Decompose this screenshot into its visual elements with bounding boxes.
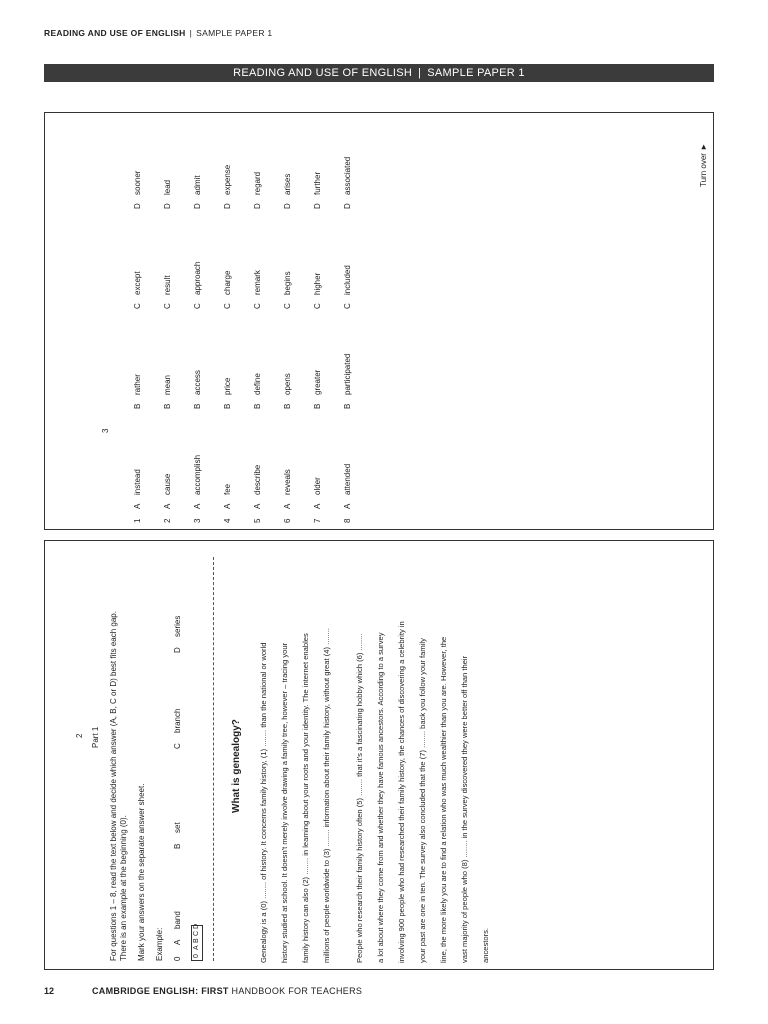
option-text: included xyxy=(343,265,352,295)
answer-box-letter-b: B xyxy=(193,938,200,943)
option-row xyxy=(163,123,175,523)
question-number: 8 xyxy=(343,518,352,523)
option-text: reveals xyxy=(283,469,292,495)
option-row xyxy=(133,123,145,523)
banner-subtitle: SAMPLE PAPER 1 xyxy=(427,67,525,79)
option-text: associated xyxy=(343,156,352,195)
section-banner xyxy=(44,64,714,82)
passage-line: ancestors. xyxy=(481,927,490,963)
footer-title xyxy=(92,986,362,996)
example-letter-a: A xyxy=(173,939,182,945)
option-letter: C xyxy=(163,303,172,309)
instructions-line-2: There is an example at the beginning (0). xyxy=(119,815,128,961)
question-number: 5 xyxy=(253,518,262,523)
example-letter-d: D xyxy=(173,647,182,653)
option-text: result xyxy=(163,275,172,295)
option-text: arises xyxy=(283,173,292,195)
option-letter: D xyxy=(313,203,322,209)
footer-title-rest: HANDBOOK FOR TEACHERS xyxy=(231,986,363,996)
option-text: charge xyxy=(223,270,232,295)
option-letter: B xyxy=(283,403,292,409)
passage-line: involving 900 people who had researched their family history, the chances of discovering a celebrity in xyxy=(397,621,406,963)
option-letter: D xyxy=(193,203,202,209)
option-letter: C xyxy=(283,303,292,309)
running-head xyxy=(44,28,272,38)
option-letter: C xyxy=(313,303,322,309)
footer-title-bold: CAMBRIDGE ENGLISH: FIRST xyxy=(92,986,229,996)
option-text: approach xyxy=(193,261,202,295)
page-number-2: 2 xyxy=(75,733,84,738)
answer-box-letter-c: C xyxy=(193,930,200,936)
option-letter: B xyxy=(313,403,322,409)
option-text: sooner xyxy=(133,170,142,195)
instructions-line-1: For questions 1 – 8, read the text below and decide which answer (A, B, C or D) best fits each gap. xyxy=(109,611,118,961)
option-text: older xyxy=(313,477,322,495)
option-text: accomplish xyxy=(193,454,202,495)
passage-title: What is genealogy? xyxy=(231,719,242,813)
example-answer-box xyxy=(191,925,203,961)
passage-line: People who research their family history often (5) ........ that it's a fascinating hobby which (6) ........ xyxy=(355,633,364,963)
option-letter: A xyxy=(223,503,232,509)
turn-over-label: Turn over ► xyxy=(699,142,708,187)
task-page xyxy=(44,540,714,970)
option-letter: C xyxy=(193,303,202,309)
option-letter: C xyxy=(223,303,232,309)
question-number: 6 xyxy=(283,518,292,523)
question-number: 3 xyxy=(193,518,202,523)
option-letter: D xyxy=(133,203,142,209)
passage-line: line, the more likely you are to find a relation who was much wealthier than you are. However, the xyxy=(439,636,448,963)
option-letter: B xyxy=(253,403,262,409)
option-text: cause xyxy=(163,473,172,495)
passage-line: a lot about where they come from and whether they have famous ancestors. According to a survey xyxy=(376,632,385,963)
example-option-b: set xyxy=(173,822,182,833)
option-letter: A xyxy=(133,503,142,509)
question-number: 7 xyxy=(313,518,322,523)
option-text: lead xyxy=(163,179,172,195)
option-row xyxy=(343,123,355,523)
option-text: instead xyxy=(133,469,142,495)
option-text: further xyxy=(313,171,322,195)
passage-line: Genealogy is a (0) ........ of history. It concerns family history, (1) ........ than the national or world xyxy=(259,642,268,963)
answer-options-rotated xyxy=(85,123,708,523)
option-text: regard xyxy=(253,171,262,195)
option-text: price xyxy=(223,377,232,395)
option-letter: B xyxy=(223,403,232,409)
option-text: except xyxy=(133,271,142,295)
option-letter: B xyxy=(163,403,172,409)
option-text: fee xyxy=(223,483,232,495)
option-letter: C xyxy=(253,303,262,309)
option-text: begins xyxy=(283,271,292,295)
option-letter: B xyxy=(133,403,142,409)
running-head-subtitle: SAMPLE PAPER 1 xyxy=(196,28,273,38)
answer-box-letter-a: A xyxy=(193,945,200,950)
option-letter: B xyxy=(343,403,352,409)
dashed-divider xyxy=(213,557,214,961)
example-option-c: branch xyxy=(173,708,182,733)
passage-line: your past are one in ten. The survey also concluded that the (7) ........ back you follow your family xyxy=(418,638,427,963)
answer-box-number: 0 xyxy=(193,954,200,958)
option-text: mean xyxy=(163,374,172,395)
passage-line: vast majority of people who (8) ........ in the survey discovered they were better off than their xyxy=(460,655,469,963)
option-row xyxy=(253,123,265,523)
example-option-a: band xyxy=(173,911,182,929)
answer-box-letter-d: D xyxy=(193,923,200,929)
option-letter: D xyxy=(253,203,262,209)
option-letter: A xyxy=(253,503,262,509)
option-text: attended xyxy=(343,463,352,495)
task-page-rotated xyxy=(75,553,707,963)
option-letter: D xyxy=(343,203,352,209)
example-option-d: series xyxy=(173,615,182,637)
passage-line: history studied at school. It doesn't merely involve drawing a family tree, however – tracing your xyxy=(280,642,289,963)
option-text: access xyxy=(193,370,202,395)
option-letter: A xyxy=(163,503,172,509)
option-letter: A xyxy=(343,503,352,509)
example-letter-c: C xyxy=(173,743,182,749)
option-text: define xyxy=(253,373,262,395)
instructions-line-3: Mark your answers on the separate answer sheet. xyxy=(137,783,146,961)
option-text: higher xyxy=(313,272,322,295)
option-text: describe xyxy=(253,464,262,495)
option-letter: A xyxy=(193,503,202,509)
question-number: 1 xyxy=(133,518,142,523)
answer-options-page xyxy=(44,112,714,530)
banner-title: READING AND USE OF ENGLISH xyxy=(233,67,413,79)
option-letter: D xyxy=(163,203,172,209)
example-label: Example: xyxy=(155,927,164,961)
option-text: remark xyxy=(253,270,262,295)
option-letter: B xyxy=(193,403,202,409)
option-row xyxy=(283,123,295,523)
passage-line: millions of people worldwide to (3) ........ information about their family history, without great (4) ........ xyxy=(322,628,331,963)
passage-line: family history can also (2) ........ in learning about your roots and your identity. The internet enables xyxy=(301,633,310,963)
option-letter: D xyxy=(223,203,232,209)
option-row xyxy=(193,123,205,523)
option-letter: C xyxy=(343,303,352,309)
option-letter: C xyxy=(133,303,142,309)
example-letter-b: B xyxy=(173,843,182,849)
example-number: 0 xyxy=(173,956,182,961)
footer-page-number: 12 xyxy=(44,986,55,996)
option-row xyxy=(313,123,325,523)
part-heading: Part 1 xyxy=(91,726,100,748)
option-text: greater xyxy=(313,369,322,395)
option-letter: D xyxy=(283,203,292,209)
question-number: 2 xyxy=(163,518,172,523)
option-text: participated xyxy=(343,353,352,395)
banner-separator: | xyxy=(418,67,422,79)
option-text: admit xyxy=(193,175,202,195)
option-text: expense xyxy=(223,164,232,195)
option-letter: A xyxy=(313,503,322,509)
option-letter: A xyxy=(283,503,292,509)
page-number-3: 3 xyxy=(101,428,110,433)
option-row xyxy=(223,123,235,523)
running-head-title: READING AND USE OF ENGLISH xyxy=(44,28,186,38)
option-text: opens xyxy=(283,373,292,395)
option-text: rather xyxy=(133,374,142,395)
running-head-separator: | xyxy=(189,28,193,38)
question-number: 4 xyxy=(223,518,232,523)
